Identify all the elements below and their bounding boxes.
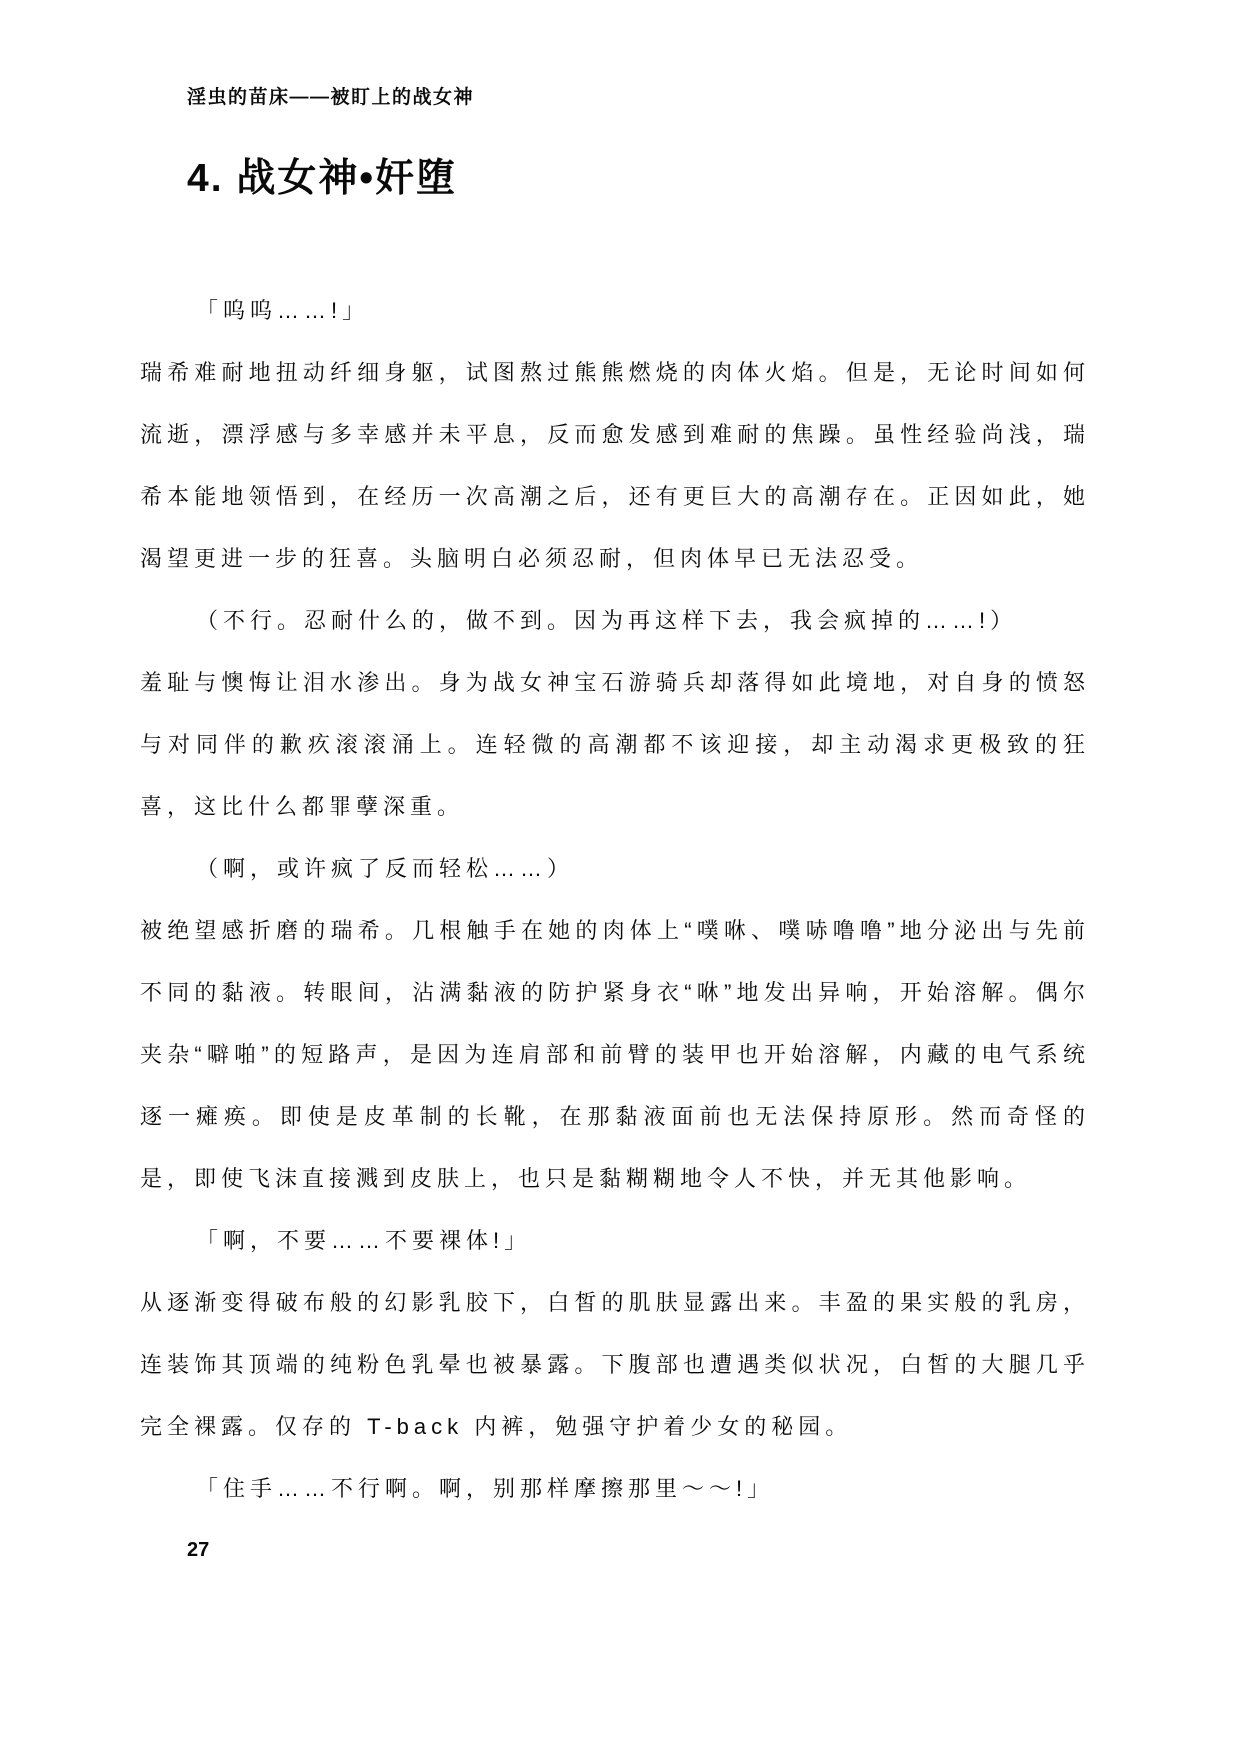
running-header: 淫虫的苗床——被盯上的战女神: [187, 87, 475, 108]
paragraph-thought: （啊，或许疯了反而轻松……）: [196, 856, 575, 881]
paragraph-dialogue: 「啊，不要……不要裸体!」: [196, 1228, 532, 1253]
chapter-title: 4. 战女神•奸堕: [187, 157, 458, 200]
body-text: [140, 280, 1090, 1520]
paragraph-narration: 瑞希难耐地扭动纤细身躯，试图熬过熊熊燃烧的肉体火焰。但是，无论时间如何流逝，漂浮感与多幸感并未平息，反而愈发感到难耐的焦躁。虽性经验尚浅，瑞希本能地领悟到，在经历一次高潮之后，还有更巨大的高潮存在。正因如此，她渴望更进一步的狂喜。头脑明白必须忍耐，但肉体早已无法忍受。: [140, 360, 1090, 571]
paragraph-narration: 被绝望感折磨的瑞希。几根触手在她的肉体上“噗咻、噗哧噜噜”地分泌出与先前不同的黏液。转眼间，沾满黏液的防护紧身衣“咻”地发出异响，开始溶解。偶尔夹杂“噼啪”的短路声，是因为连肩部和前臂的装甲也开始溶解，内藏的电气系统逐一瘫痪。即使是皮革制的长靴，在那黏液面前也无法保持原形。然而奇怪的是，即使飞沫直接溅到皮肤上，也只是黏糊糊地令人不快，并无其他影响。: [140, 918, 1090, 1191]
page-number: 27: [187, 1539, 210, 1561]
paragraph-dialogue: 「住手……不行啊。啊，别那样摩擦那里～～!」: [196, 1476, 775, 1501]
paragraph-narration: 从逐渐变得破布般的幻影乳胶下，白皙的肌肤显露出来。丰盈的果实般的乳房，连装饰其顶端的纯粉色乳晕也被暴露。下腹部也遭遇类似状况，白皙的大腿几乎完全裸露。仅存的 T-back 内裤，勉强守护着少女的秘园。: [140, 1290, 1090, 1439]
paragraph-narration: 羞耻与懊悔让泪水渗出。身为战女神宝石游骑兵却落得如此境地，对自身的愤怒与对同伴的歉疚滚滚涌上。连轻微的高潮都不该迎接，却主动渴求更极致的狂喜，这比什么都罪孽深重。: [140, 670, 1090, 819]
paragraph-dialogue: 「呜呜……!」: [196, 298, 370, 323]
paragraph-thought: （不行。忍耐什么的，做不到。因为再这样下去，我会疯掉的……!）: [196, 608, 1018, 633]
